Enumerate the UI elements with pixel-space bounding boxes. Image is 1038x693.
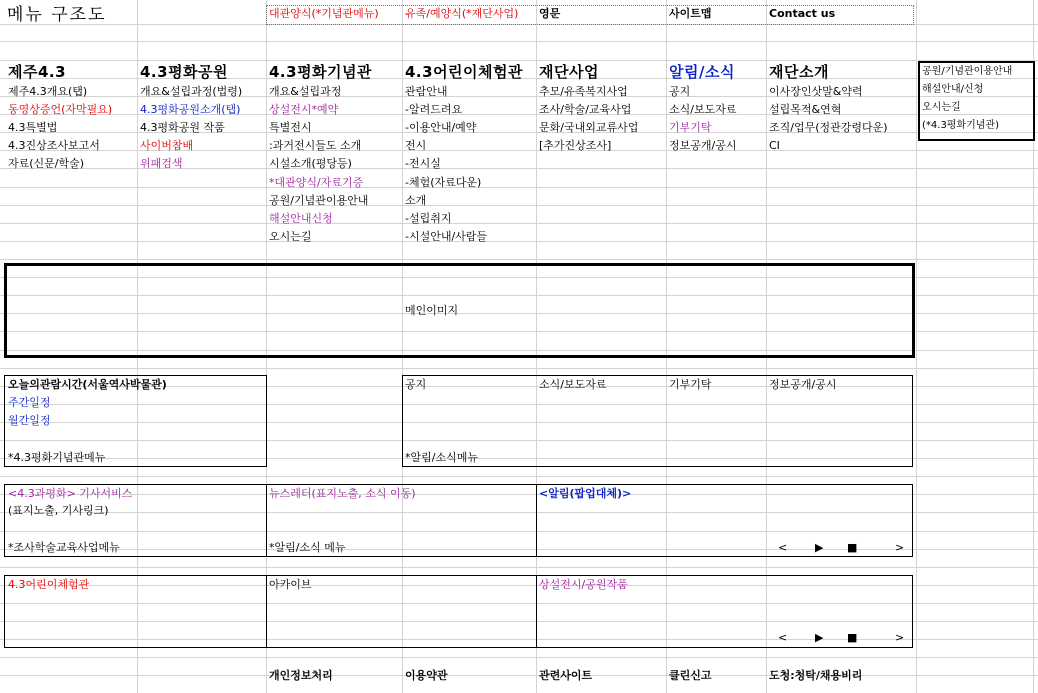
menu-item[interactable]: CI: [769, 139, 780, 153]
top-link-bereaved-form[interactable]: 유족/예양식(*재단사업): [405, 7, 519, 20]
archive-title[interactable]: 아카이브: [269, 578, 312, 591]
tab-donation[interactable]: 기부기탁: [669, 378, 712, 391]
menu-item[interactable]: 개요&설립과정(법령): [140, 85, 243, 98]
menu-item[interactable]: 4.3평화공원소개(탭): [140, 103, 241, 117]
menu-item[interactable]: [추가진상조사]: [539, 139, 612, 153]
service-row-divider-2: [536, 484, 537, 556]
menu-item[interactable]: 자료(신문/학술): [8, 157, 85, 171]
menu-item[interactable]: 조직/업무(정관강령다운): [769, 121, 888, 135]
tab-disclosure[interactable]: 정보공개/공시: [769, 378, 837, 391]
column-title[interactable]: 알림/소식: [669, 63, 735, 81]
menu-item[interactable]: 4.3진상조사보고서: [8, 139, 100, 153]
menu-item[interactable]: 관람안내: [405, 85, 448, 98]
column-title[interactable]: 4.3평화공원: [140, 63, 229, 81]
side-box-item[interactable]: 오시는길: [922, 102, 961, 113]
menu-item[interactable]: 4.3평화공원 작품: [140, 121, 225, 135]
article-note: *조사학술교육사업메뉴: [8, 541, 120, 554]
menu-item[interactable]: -체험(자료다운): [405, 175, 482, 189]
menu-item[interactable]: 사이버참배: [140, 139, 194, 153]
menu-item[interactable]: -전시실: [405, 157, 441, 171]
menu-item[interactable]: 위패검색: [140, 157, 183, 171]
exhibit-prev-button[interactable]: <: [778, 631, 788, 644]
top-link-sitemap[interactable]: 사이트맵: [669, 7, 712, 20]
viewing-note: *4.3평화기념관메뉴: [8, 451, 106, 464]
column-title[interactable]: 4.3평화기념관: [269, 63, 373, 81]
menu-item[interactable]: 동영상증언(자막필요): [8, 103, 113, 117]
menu-item[interactable]: 설립목적&연혁: [769, 103, 842, 117]
footer-terms-link[interactable]: 이용약관: [405, 669, 448, 682]
menu-item[interactable]: *대관양식/자료기증: [269, 175, 364, 189]
popup-play-icon[interactable]: ▶: [815, 541, 824, 554]
column-title[interactable]: 재단사업: [539, 63, 599, 81]
popup-prev-button[interactable]: <: [778, 541, 788, 554]
popup-stop-icon[interactable]: ■: [847, 541, 858, 554]
exhibit-next-button[interactable]: >: [895, 631, 905, 644]
sheet-title: 메뉴 구조도: [7, 5, 107, 25]
grid-row-line: [0, 675, 1038, 676]
exhibit-title[interactable]: 상설전시/공원작품: [539, 578, 628, 591]
menu-item[interactable]: 공지: [669, 85, 691, 98]
menu-item[interactable]: 제주4.3개요(탭): [8, 85, 88, 98]
grid-row-line: [0, 657, 1038, 658]
newsletter-note: *알림/소식 메뉴: [269, 541, 346, 554]
grid-row-line: [0, 205, 1038, 206]
menu-item[interactable]: -시설안내/사람들: [405, 229, 488, 243]
service-row-box: [4, 484, 913, 557]
exhibit-play-icon[interactable]: ▶: [815, 631, 824, 644]
article-sub: (표지노출, 기사링크): [8, 504, 109, 517]
grid-row-line: [0, 223, 1038, 224]
archive-row-divider-1: [266, 575, 267, 647]
footer-clean-report-link[interactable]: 클린신고: [669, 669, 712, 682]
archive-row-divider-2: [536, 575, 537, 647]
menu-item[interactable]: 소식/보도자료: [669, 103, 737, 117]
service-row-divider-1: [266, 484, 267, 556]
main-image-label: 메인이미지: [405, 304, 459, 317]
side-box-item: (*4.3평화기념관): [922, 120, 1000, 131]
menu-item[interactable]: 해설안내신청: [269, 211, 333, 225]
column-title[interactable]: 제주4.3: [8, 63, 67, 81]
newsletter-title[interactable]: 뉴스레터(표지노출, 소식 이동): [269, 487, 416, 500]
grid-row-line: [0, 60, 1038, 61]
menu-item[interactable]: 조사/학술/교육사업: [539, 103, 632, 117]
grid-row-line: [0, 259, 1038, 260]
tab-news[interactable]: 소식/보도자료: [539, 378, 607, 391]
grid-row-line: [0, 476, 1038, 477]
top-link-rental-form[interactable]: 대관양식(*기념관메뉴): [269, 7, 379, 20]
grid-row-line: [0, 241, 1038, 242]
menu-item[interactable]: -이용안내/예약: [405, 121, 477, 135]
menu-item[interactable]: 문화/국내외교류사업: [539, 121, 639, 135]
menu-item[interactable]: 상설전시*예약: [269, 103, 339, 117]
menu-item[interactable]: 개요&설립과정: [269, 85, 342, 98]
menu-item[interactable]: -설립취지: [405, 211, 452, 225]
grid-row-line: [0, 187, 1038, 188]
top-link-contact[interactable]: Contact us: [769, 7, 836, 20]
main-image[interactable]: [4, 263, 915, 358]
menu-item[interactable]: 소개: [405, 193, 427, 207]
footer-corruption-report-link[interactable]: 도청:청탁/채용비리: [769, 669, 863, 682]
menu-item[interactable]: 기부기탁: [669, 121, 712, 135]
menu-item[interactable]: 추모/유족복지사업: [539, 85, 628, 98]
menu-item[interactable]: 이사장인삿말&약력: [769, 85, 863, 98]
popup-title: <알림(팝업대체)>: [539, 487, 632, 500]
menu-item[interactable]: 정보공개/공시: [669, 139, 737, 153]
viewing-title: 오늘의관람시간(서울역사박물관): [8, 378, 167, 391]
column-title[interactable]: 재단소개: [769, 63, 829, 81]
grid-column-line: [916, 0, 917, 693]
footer-privacy-link[interactable]: 개인정보처리: [269, 669, 333, 682]
menu-item[interactable]: 공원/기념관이용안내: [269, 193, 369, 207]
side-box-item[interactable]: 해설안내/신청: [922, 84, 984, 95]
menu-item[interactable]: 오시는길: [269, 229, 312, 243]
weekly-schedule-link[interactable]: 주간일정: [8, 396, 51, 409]
archive-row-box: [4, 575, 913, 648]
tab-notice[interactable]: 공지: [405, 378, 427, 391]
column-title[interactable]: 4.3어린이체험관: [405, 63, 524, 81]
menu-item[interactable]: 4.3특별법: [8, 121, 58, 135]
article-title[interactable]: <4.3과평화> 기사서비스: [8, 487, 133, 500]
footer-related-sites-link[interactable]: 관련사이트: [539, 669, 593, 682]
menu-item[interactable]: 특별전시: [269, 121, 312, 135]
side-box-item[interactable]: 공원/기념관이용안내: [922, 66, 1013, 77]
notice-note: *알림/소식메뉴: [405, 451, 478, 464]
menu-item[interactable]: 전시: [405, 139, 427, 153]
grid-row-line: [0, 567, 1038, 568]
exhibit-stop-icon[interactable]: ■: [847, 631, 858, 644]
monthly-schedule-link[interactable]: 월간일정: [8, 414, 51, 427]
menu-item[interactable]: -알려드려요: [405, 103, 463, 117]
menu-item[interactable]: 시설소개(평당등): [269, 157, 352, 171]
top-link-english[interactable]: 영문: [539, 7, 561, 20]
kids-title[interactable]: 4.3어린이체험관: [8, 578, 90, 591]
popup-next-button[interactable]: >: [895, 541, 905, 554]
menu-item[interactable]: :과거전시들도 소개: [269, 139, 362, 153]
grid-row-line: [0, 41, 1038, 42]
grid-row-line: [0, 368, 1038, 369]
